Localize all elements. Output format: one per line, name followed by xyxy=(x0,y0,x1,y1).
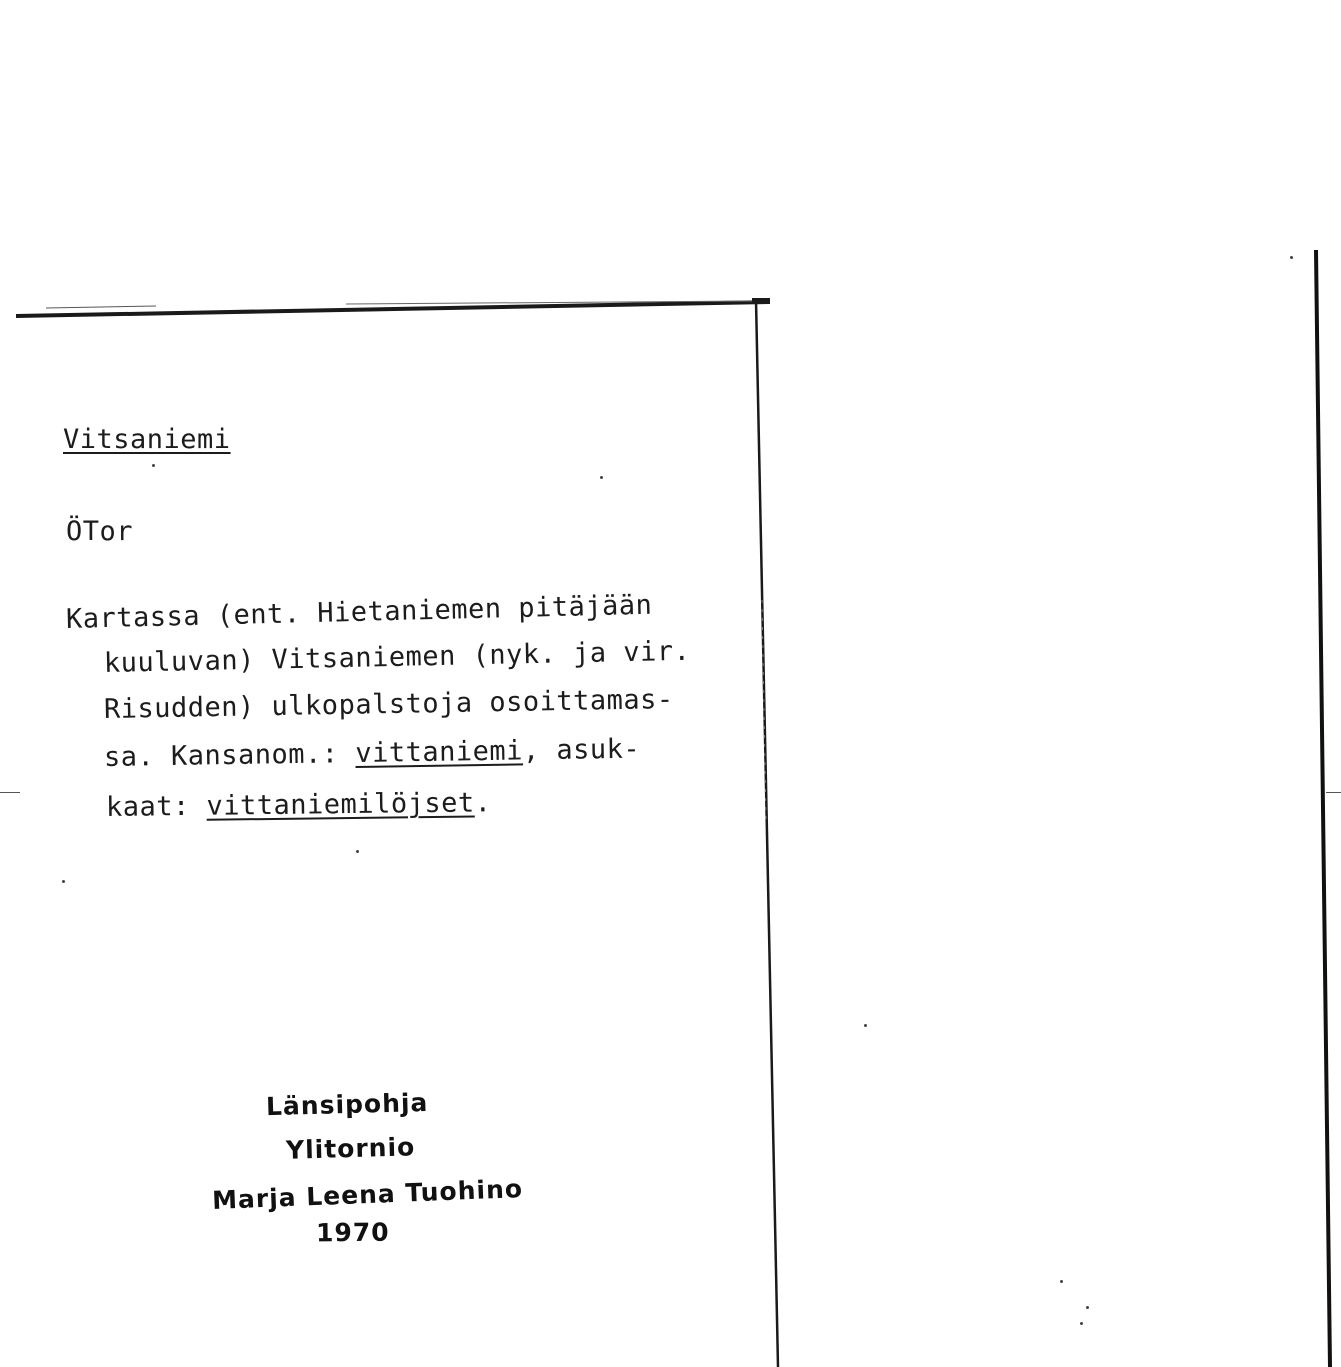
card-top-border xyxy=(16,298,770,318)
dialect-form-term: vittaniemi xyxy=(355,735,524,770)
stamp-region: Länsipohja xyxy=(265,1087,429,1122)
stamp-parish: Ylitornio xyxy=(285,1132,416,1165)
scan-speck xyxy=(1060,1280,1063,1283)
body-line-3: Risudden) ulkopalstoja osoittamas- xyxy=(103,684,674,725)
inhabitants-term: vittaniemilöjset xyxy=(206,787,475,822)
scan-speck xyxy=(1290,256,1293,259)
scan-speck xyxy=(1086,1306,1089,1309)
body-line-4 xyxy=(104,734,641,773)
body-line-4-tail: , asuk- xyxy=(522,733,641,767)
headword: Vitsaniemi xyxy=(63,424,231,455)
scan-speck xyxy=(152,464,155,467)
page-right-edge xyxy=(1308,250,1341,1367)
body-line-5 xyxy=(106,787,492,823)
body-line-1: Kartassa (ent. Hietaniemen pitäjään xyxy=(65,589,653,635)
scan-speck xyxy=(356,850,359,853)
scan-speck xyxy=(1080,1322,1083,1325)
scan-speck xyxy=(62,880,65,883)
scan-speck xyxy=(864,1024,867,1027)
body-line-4-text: sa. Kansanom.: xyxy=(103,738,356,773)
card-right-border xyxy=(748,300,788,1367)
margin-mark-right xyxy=(1326,792,1341,797)
body-line-5-tail: . xyxy=(474,787,492,819)
body-line-5-text: kaat: xyxy=(105,790,207,823)
stamp-collector: Marja Leena Tuohino xyxy=(211,1174,524,1215)
margin-mark-left xyxy=(0,792,20,797)
stamp-year: 1970 xyxy=(315,1217,390,1248)
region-code: ÖTor xyxy=(66,516,134,547)
scan-speck xyxy=(600,476,603,479)
body-line-2: kuuluvan) Vitsaniemen (nyk. ja vir. xyxy=(103,635,691,679)
